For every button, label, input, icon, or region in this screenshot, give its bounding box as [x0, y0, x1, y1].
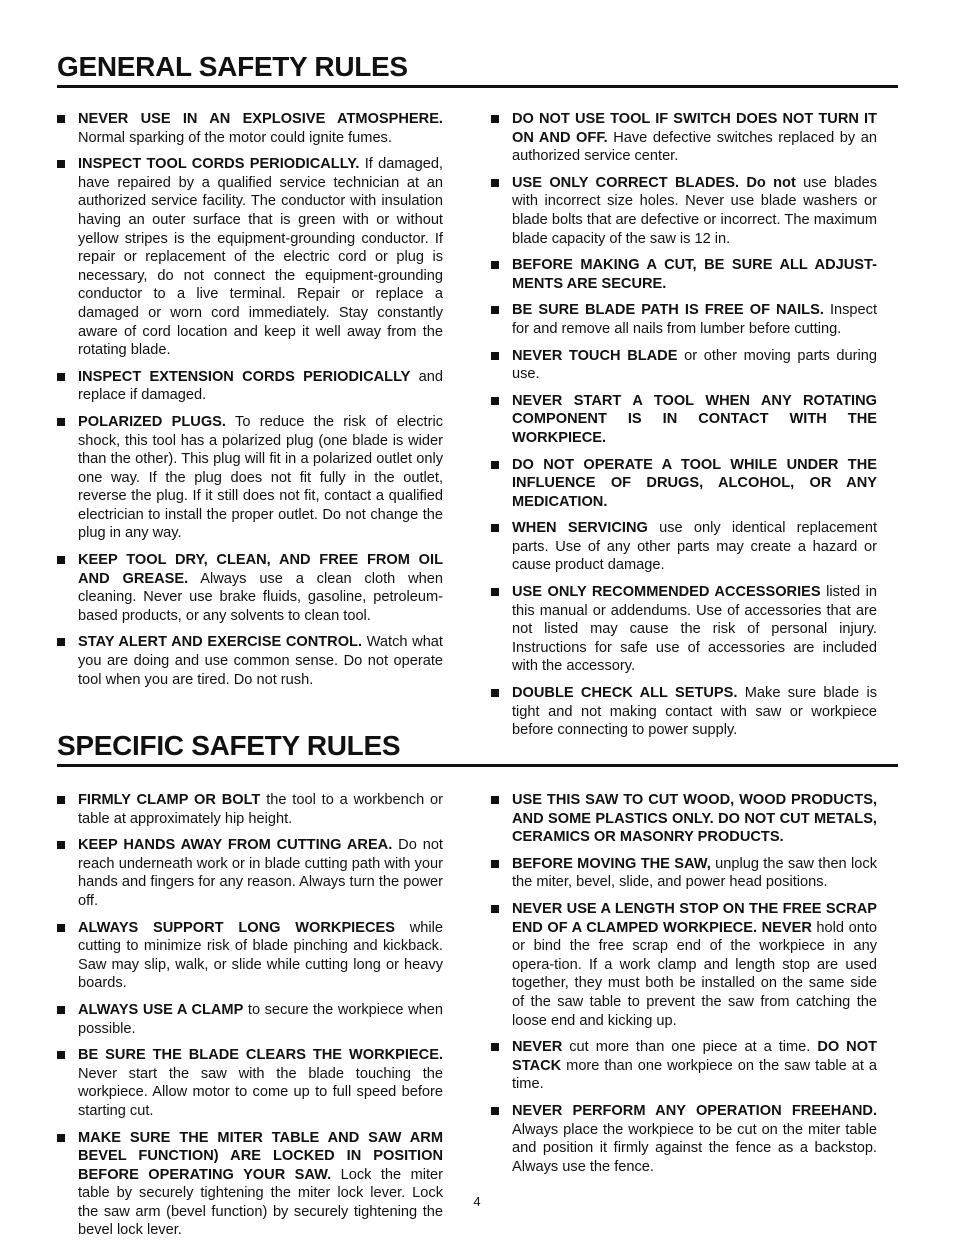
general-rules-right-column [491, 110, 877, 748]
rule-item [491, 583, 877, 676]
general-safety-rules-heading: GENERAL SAFETY RULES [57, 52, 898, 88]
rule-lead-text: ALWAYS USE A CLAMP [78, 1001, 244, 1018]
rule-lead-text: NEVER START A TOOL WHEN ANY ROTATING COMPONENT IS IN CONTACT WITH THE WORKPIECE. [512, 392, 877, 446]
square-bullet-icon [491, 261, 499, 269]
square-bullet-icon [57, 373, 65, 381]
square-bullet-icon [491, 1043, 499, 1051]
square-bullet-icon [57, 796, 65, 804]
square-bullet-icon [491, 1107, 499, 1115]
rule-item [57, 1046, 443, 1120]
square-bullet-icon [491, 115, 499, 123]
rule-body-text: Lock the miter table by securely tightening the miter lock lever. Lock the saw arm (bevel function) by securely tightening the bevel lock lever. [78, 1166, 443, 1239]
square-bullet-icon [57, 160, 65, 168]
rule-lead-text: DO NOT STACK [512, 1039, 877, 1074]
rule-lead-text: USE ONLY CORRECT BLADES. Do not [512, 174, 796, 191]
rule-lead-text: WHEN SERVICING [512, 520, 648, 537]
square-bullet-icon [57, 638, 65, 646]
square-bullet-icon [491, 588, 499, 596]
rule-lead-text: BEFORE MAKING A CUT, BE SURE ALL ADJUST-MENTS ARE SECURE. [512, 257, 877, 292]
rule-item [57, 919, 443, 993]
rule-body-text: Make sure blade is tight and not making contact with saw or workpiece before connecting to power supply. [512, 685, 877, 739]
rule-body-text: the tool to a workbench or table at approximately hip height. [78, 792, 443, 827]
rule-body-text: and replace if damaged. [78, 368, 444, 404]
rule-body-text: to secure the workpiece when possible. [78, 1001, 443, 1037]
rule-lead-text: NEVER USE IN AN EXPLOSIVE ATMOSPHERE. [78, 111, 443, 127]
rule-body-text: Do not reach underneath work or in blade cutting path with your hands and fingers for any reason. Always turn the power off. [78, 837, 443, 909]
rule-lead-text: STAY ALERT AND EXERCISE CONTROL. [78, 634, 363, 651]
rule-body-text: Normal sparking of the motor could ignite fumes. [78, 129, 392, 146]
square-bullet-icon [57, 1134, 65, 1142]
rule-lead-text: MAKE SURE THE MITER TABLE AND SAW ARM BEVEL FUNCTION) ARE LOCKED IN POSITION BEFORE OPERATING YOUR SAW. [78, 1129, 443, 1183]
square-bullet-icon [491, 860, 499, 868]
rule-item [491, 256, 877, 293]
rule-body-text: use only identical replacement parts. Use of any other parts may create a hazard or cause product damage. [512, 520, 877, 574]
rule-item [491, 1038, 877, 1094]
rule-lead-text: NEVER PERFORM ANY OPERATION FREEHAND. [512, 1102, 877, 1119]
rule-item [491, 519, 877, 575]
rule-lead-text: FIRMLY CLAMP OR BOLT [78, 792, 261, 808]
square-bullet-icon [57, 924, 65, 932]
specific-safety-rules-heading: SPECIFIC SAFETY RULES [57, 731, 898, 767]
rule-lead-text: KEEP TOOL DRY, CLEAN, AND FREE FROM OIL AND GREASE. [78, 552, 443, 587]
rule-lead-text: USE THIS SAW TO CUT WOOD, WOOD PRODUCTS, AND SOME PLASTICS ONLY. DO NOT CUT METALS, CERAMICS OR MASONRY PRODUCTS. [512, 792, 877, 846]
rule-item [491, 110, 877, 166]
rule-body-text: unplug the saw then lock the miter, bevel, slide, and power head positions. [512, 855, 877, 891]
rule-body-text: while cutting to minimize risk of blade pinching and kickback. Saw may slip, walk, or slide while cutting long or heavy boards. [78, 919, 443, 992]
rule-item [491, 456, 877, 512]
rule-body-text: If damaged, have repaired by a qualified service technician at an authorized service facility. The conductor with insulation having an outer surface that is green with or without yellow stripes is the equipment-grounding conductor. If repair or replacement of the electric cord or plug is necessary, do not connect the equipment-grounding conductor to a live terminal. Repair or replace a damaged or worn cord immediately. Stay constantly aware of cord location and keep it well away from the rotating blade. [78, 156, 443, 359]
rule-item [491, 174, 877, 248]
rule-lead-text: BE SURE THE BLADE CLEARS THE WORKPIECE. [78, 1047, 443, 1064]
square-bullet-icon [491, 461, 499, 469]
rule-item [57, 551, 443, 625]
rule-body-text: hold onto or bind the free scrap end of the workpiece in any opera-tion. If a work clamp and length stop are used together, they must both be installed on the same side of the saw table to prevent the saw from catching the loose end and kicking up. [512, 919, 877, 1029]
rule-lead-text: NEVER [512, 1039, 563, 1056]
rule-lead-text: DOUBLE CHECK ALL SETUPS. [512, 685, 738, 702]
specific-rules-left-column [57, 791, 443, 1248]
rule-item [491, 900, 877, 1030]
rule-lead-text: INSPECT EXTENSION CORDS PERIODICALLY [78, 368, 411, 385]
rule-body-text: Always use a clean cloth when cleaning. Never use brake fluids, gasoline, petroleum-based products, or any solvents to clean tool. [78, 570, 444, 624]
rule-body-text: use blades with incorrect size holes. Never use blade washers or blade bolts that are defective or incorrect. The maximum blade capacity of the saw is 12 in. [512, 174, 877, 247]
rule-item [491, 301, 877, 338]
rule-lead-text: BEFORE MOVING THE SAW, [512, 855, 711, 872]
rule-lead-text: ALWAYS SUPPORT LONG WORKPIECES [78, 919, 395, 936]
square-bullet-icon [491, 352, 499, 360]
rule-body-text: To reduce the risk of electric shock, this tool has a polarized plug (one blade is wider than the other). This plug will fit in a polarized outlet only one way. If the plug does not fit fully in the outlet, reverse the plug. If it still does not fit, contact a qualified electrician to install the proper outlet. Do not change the plug in any way. [78, 413, 444, 542]
page-number: 4 [473, 1194, 481, 1209]
square-bullet-icon [491, 905, 499, 913]
rule-item [491, 1102, 877, 1176]
rule-lead-text: BE SURE BLADE PATH IS FREE OF NAILS. [512, 302, 824, 319]
rule-item [57, 791, 443, 828]
rule-body-text: Always place the workpiece to be cut on the miter table and position it firmly against the fence as a backstop. Always use the fence. [512, 1121, 877, 1175]
general-rules-left-column [57, 110, 443, 697]
rule-body-text: listed in this manual or addendums. Use of accessories that are not listed may cause the risk of personal injury. Instructions for safe use of accessories are included with the accessory. [512, 584, 877, 675]
rule-lead-text: DO NOT OPERATE A TOOL WHILE UNDER THE INFLUENCE OF DRUGS, ALCOHOL, OR ANY MEDICATION. [512, 456, 877, 510]
rule-item [491, 392, 877, 448]
square-bullet-icon [57, 556, 65, 564]
rule-body-text: Inspect for and remove all nails from lumber before cutting. [512, 302, 878, 337]
rule-item [57, 155, 443, 360]
rule-lead-text: POLARIZED PLUGS. [78, 413, 226, 430]
rule-item [57, 110, 443, 147]
rule-body-text: more than one workpiece on the saw table at a time. [512, 1057, 877, 1093]
rule-lead-text: NEVER TOUCH BLADE [512, 347, 678, 364]
rule-lead-text: USE ONLY RECOMMENDED ACCESSORIES [512, 584, 821, 601]
rule-item [57, 1129, 443, 1241]
rule-item [491, 855, 877, 892]
rule-body-text: Never start the saw with the blade touching the workpiece. Allow motor to come up to full speed before starting cut. [78, 1065, 443, 1119]
square-bullet-icon [491, 524, 499, 532]
square-bullet-icon [491, 796, 499, 804]
rule-lead-text: INSPECT TOOL CORDS PERIODICALLY. [78, 156, 360, 173]
rule-item [57, 413, 443, 543]
square-bullet-icon [491, 306, 499, 314]
square-bullet-icon [57, 1051, 65, 1059]
rule-lead-text: NEVER USE A LENGTH STOP ON THE FREE SCRAP END OF A CLAMPED WORKPIECE. NEVER [512, 900, 877, 936]
rule-item [57, 1001, 443, 1038]
rule-lead-text: KEEP HANDS AWAY FROM CUTTING AREA. [78, 837, 393, 854]
square-bullet-icon [57, 115, 65, 123]
rule-body-text: or other moving parts during use. [512, 347, 877, 383]
rule-body-text: Have defective switches replaced by an authorized service center. [512, 129, 877, 165]
rule-item [491, 347, 877, 384]
rule-body-text: Watch what you are doing and use common sense. Do not operate tool when you are tired. Do not rush. [78, 634, 443, 688]
rule-body-text: cut more than one piece at a time. [562, 1039, 818, 1056]
rule-item [57, 836, 443, 910]
rule-item [57, 368, 443, 405]
square-bullet-icon [491, 397, 499, 405]
rule-item [57, 633, 443, 689]
specific-rules-right-column [491, 791, 877, 1184]
square-bullet-icon [57, 1006, 65, 1014]
square-bullet-icon [491, 179, 499, 187]
rule-lead-text: DO NOT USE TOOL IF SWITCH DOES NOT TURN IT ON AND OFF. [512, 111, 877, 146]
square-bullet-icon [491, 689, 499, 697]
rule-item [491, 791, 877, 847]
square-bullet-icon [57, 841, 65, 849]
square-bullet-icon [57, 418, 65, 426]
